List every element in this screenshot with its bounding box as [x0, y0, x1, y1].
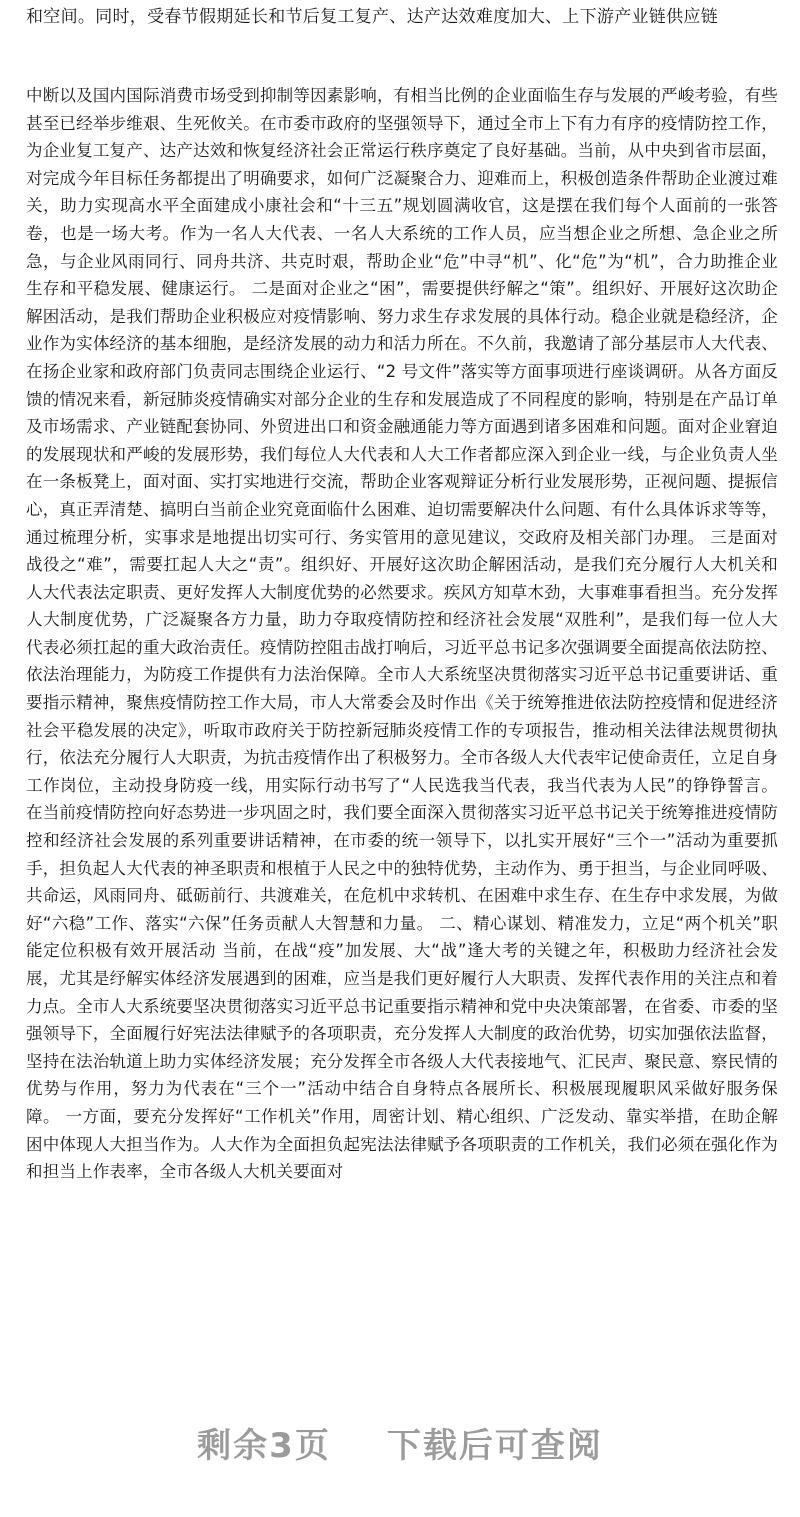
remaining-pages-label: 剩余3页 [197, 1425, 331, 1466]
download-to-read-link[interactable]: 下载后可查阅 [386, 1425, 603, 1466]
document-top-line: 和空间。同时，受春节假期延长和节后复工复产、达产达效难度加大、上下游产业链供应链 [26, 7, 718, 27]
remaining-pages-banner[interactable] [0, 1412, 800, 1472]
document-body-paragraph: 中断以及国内国际消费市场受到抑制等因素影响，有相当比例的企业面临生存与发展的严峻考验，有些甚至已经举步维艰、生死攸关。在市委市政府的坚强领导下，通过全市上下有力有序的疫情防控工作，为企业复工复产、达产达效和恢复经济社会正常运行秩序奠定了良好基础。当前，从中央到省市层面，对完成今年目标任务都提出了明确要求，如何广泛凝聚合力、迎难而上，积极创造条件帮助企业渡过难关，助力实现高水平全面建成小康社会和“十三五”规划圆满收官，这是摆在我们每个人面前的一张答卷，也是一场大考。作为一名人大代表、一名人大系统的工作人员，应当想企业之所想、急企业之所急，与企业风雨同行、同舟共济、共克时艰，帮助企业“危”中寻“机”、化“危”为“机”，合力助推企业生存和平稳发展、健康运行。 二是面对企业之“困”，需要提供纾解之“策”。组织好、开展好这次助企解困活动，是我们帮助企业积极应对疫情影响、努力求生存求发展的具体行动。稳企业就是稳经济，企业作为实体经济的基本细胞，是经济发展的动力和活力所在。不久前，我邀请了部分基层市人大代表、在扬企业家和政府部门负责同志围绕企业运行、“2 号文件”落实等方面事项进行座谈调研。从各方面反馈的情况来看，新冠肺炎疫情确实对部分企业的生存和发展造成了不同程度的影响，特别是在产品订单及市场需求、产业链配套协同、外贸进出口和资金融通能力等方面遇到诸多困难和问题。面对企业窘迫的发展现状和严峻的发展形势，我们每位人大代表和人大工作者都应深入到企业一线，与企业负责人坐在一条板凳上，面对面、实打实地进行交流，帮助企业客观辩证分析行业发展形势，正视问题、提振信心，真正弄清楚、搞明白当前企业究竟面临什么困难、迫切需要解决什么问题、有什么具体诉求等等，通过梳理分析，实事求是地提出切实可行、务实管用的意见建议，交政府及相关部门办理。 三是面对战役之“难”，需要扛起人大之“责”。组织好、开展好这次助企解困活动，是我们充分履行人大机关和人大代表法定职责、更好发挥人大制度优势的必然要求。疾风方知草木劲，大事难事看担当。充分发挥人大制度优势，广泛凝聚各方力量，助力夺取疫情防控和经济社会发展“双胜利”，是我们每一位人大代表必须扛起的重大政治责任。疫情防控阻击战打响后，习近平总书记多次强调要全面提高依法防控、依法治理能力，为防疫工作提供有力法治保障。全市人大系统坚决贯彻落实习近平总书记重要讲话、重要指示精神，聚焦疫情防控工作大局，市人大常委会及时作出《关于统筹推进依法防控疫情和促进经济社会平稳发展的决定》，听取市政府关于防控新冠肺炎疫情工作的专项报告，推动相关法律法规贯彻执行，依法充分履行人大职责，为抗击疫情作出了积极努力。全市各级人大代表牢记使命责任，立足自身工作岗位，主动投身防疫一线，用实际行动书写了“人民选我当代表，我当代表为人民”的铮铮誓言。在当前疫情防控向好态势进一步巩固之时，我们要全面深入贯彻落实习近平总书记关于统筹推进疫情防控和经济社会发展的系列重要讲话精神，在市委的统一领导下，以扎实开展好“三个一”活动为重要抓手，担负起人大代表的神圣职责和根植于人民之中的独特优势，主动作为、勇于担当，与企业同呼吸、共命运，风雨同舟、砥砺前行、共渡难关，在危机中求转机、在困难中求生存、在生存中求发展，为做好“六稳”工作、落实“六保”任务贡献人大智慧和力量。 二、精心谋划、精准发力，立足“两个机关”职能定位积极有效开展活动 当前，在战“疫”加发展、大“战”逢大考的关键之年，积极助力经济社会发展，尤其是纾解实体经济发展遇到的困难，应当是我们更好履行人大职责、发挥代表作用的关注点和着力点。全市人大系统要坚决贯彻落实习近平总书记重要指示精神和党中央决策部署，在省委、市委的坚强领导下，全面履行好宪法法律赋予的各项职责，充分发挥人大制度的政治优势，切实加强依法监督，坚持在法治轨道上助力实体经济发展；充分发挥全市各级人大代表接地气、汇民声、聚民意、察民情的优势与作用，努力为代表在“三个一”活动中结合自身特点各展所长、积极展现履职风采做好服务保障。 一方面，要充分发挥好“工作机关”作用，周密计划、精心组织、广泛发动、靠实举措，在助企解困中体现人大担当作为。人大作为全面担负起宪法法律赋予各项职责的工作机关，我们必须在强化作为和担当上作表率，全市各级人大机关要面对 [26, 86, 778, 1182]
